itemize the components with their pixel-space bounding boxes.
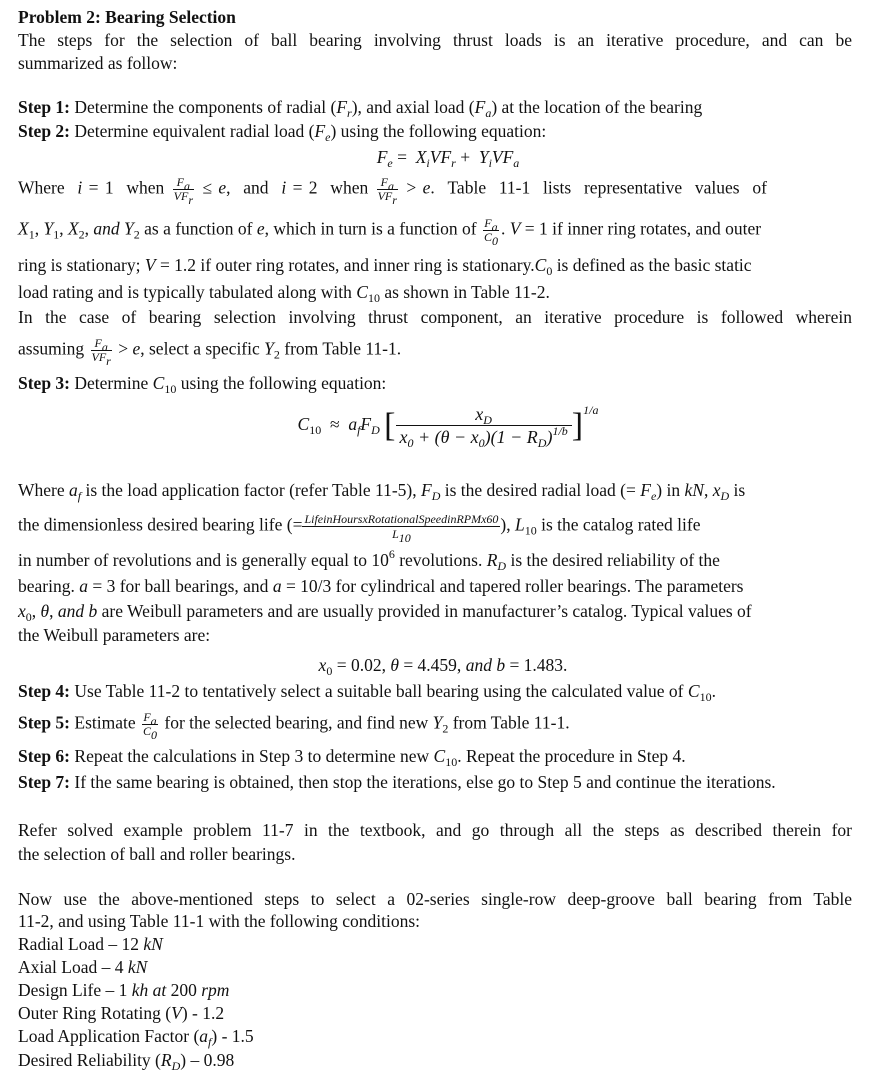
where-line-2: $X_1$, $Y_1$, $X_2$, and $Y_2$ as a function of e, which in turn is a function of $\frac{F_a}{C_0}$ . V = 1 if inner ring rotates, and outer	[18, 216, 762, 248]
intro-line-2: summarized as follow:	[18, 53, 178, 73]
where-line-5: In the case of bearing selection involving thrust component, an iterative procedure is followed wherein	[18, 307, 852, 327]
step-5-label: Step 5:	[18, 712, 71, 733]
fa-over-vfr-fraction: $\frac{F_a}{VF_r}$	[173, 175, 194, 207]
problem-title: Problem 2: Bearing Selection	[18, 7, 236, 27]
step-3: Step 3: Determine $C_{10}$ using the following equation:	[18, 373, 387, 396]
condition-radial-load: Radial Load – 12 kN	[18, 934, 163, 954]
step-4: Step 4: Use Table 11-2 to tentatively select a suitable ball bearing using the calculated value of $C_{10}$.	[18, 681, 716, 704]
where-line-1: Where i = 1 when $\frac{F_a}{VF_r}$ ≤ e, and i = 2 when $\frac{F_a}{VF_r}$ > e. Table 11-1 lists representative values of	[18, 175, 767, 207]
intro-line-1: The steps for the selection of ball bearing involving thrust loads is an iterative procedure, and can be	[18, 30, 852, 50]
where2-line-3: in number of revolutions and is generally equal to $10^6$ revolutions. $R_D$ is the desired reliability of the	[18, 547, 720, 573]
life-fraction: LifeinHoursxRotationalSpeedinRPMx60 $L_{10}$	[304, 512, 499, 545]
task-line-2: 11-2, and using Table 11-1 with the following conditions:	[18, 911, 421, 931]
where2-line-6: the Weibull parameters are:	[18, 625, 211, 645]
fa-over-c0-fraction: $\frac{F_a}{C_0}$	[483, 216, 498, 248]
condition-outer-ring: Outer Ring Rotating (V) - 1.2	[18, 1003, 225, 1023]
weibull-parameters: $x_0 = 0.02$, θ = 4.459, and b = 1.483.	[318, 655, 568, 678]
where2-line-1: Where $a_f$ is the load application factor (refer Table 11-5), $F_D$ is the desired radial load (= $F_e$) in kN, $x_D$ is	[18, 480, 746, 503]
step-2-label: Step 2:	[18, 121, 71, 141]
task-line-1: Now use the above-mentioned steps to select a 02-series single-row deep-groove ball bearing from Table	[18, 889, 852, 909]
condition-reliability: Desired Reliability $(R_D) - 0.98$	[18, 1050, 235, 1073]
step-7	[18, 771, 852, 794]
step-5: Step 5: Estimate $\frac{F_a}{C_0}$ for the selected bearing, and find new $Y_2$ from Table 11-1.	[18, 710, 570, 742]
where-line-4: load rating and is typically tabulated along with $C_{10}$ as shown in Table 11-2.	[18, 282, 550, 305]
condition-load-factor: Load Application Factor $(a_f) - 1.5$	[18, 1026, 254, 1049]
step-6-label: Step 6:	[18, 746, 71, 766]
where2-line-5: $x_0$, θ, and b are Weibull parameters and are usually provided in manufacturer’s catalog. Typical values of	[18, 601, 752, 624]
step-4-label: Step 4:	[18, 681, 71, 701]
refer-line-1: Refer solved example problem 11-7 in the textbook, and go through all the steps as described therein for	[18, 820, 852, 840]
where2-line-2: the dimensionless desired bearing life (= LifeinHoursxRotationalSpeedinRPMx60 $L_{10}$ ), $L_{10}$ is the catalog rated life	[18, 512, 701, 545]
where-line-3: ring is stationary; V = 1.2 if outer ring rotates, and inner ring is $stationary.C_0$ is defined as the basic static	[18, 255, 752, 278]
step-3-label: Step 3:	[18, 373, 71, 393]
where2-line-4: bearing. a = 3 for ball bearings, and a = 10/3 for cylindrical and tapered roller bearings. The parameters	[18, 576, 744, 596]
step-7-label: Step 7:	[18, 772, 71, 792]
condition-design-life: Design Life – 1 kh at 200 rpm	[18, 980, 230, 1000]
step-6: Step 6: Repeat the calculations in Step 3 to determine new $C_{10}$. Repeat the procedure in Step 4.	[18, 746, 686, 769]
equivalent-load-equation: $F_e = X_iVF_r + Y_iVF_a$	[376, 147, 520, 170]
step-1: Step 1: Determine the components of radial $(F_r)$, and axial load $(F_a)$ at the location of the bearing	[18, 97, 703, 120]
refer-line-2: the selection of ball and roller bearings.	[18, 844, 296, 864]
step-2: Step 2: Determine equivalent radial load $(F_e)$ using the following equation:	[18, 121, 547, 144]
step-1-label: Step 1:	[18, 97, 71, 117]
step-7-text: If the same bearing is obtained, then stop the iterations, else go to Step 5 and continue the iterations.	[74, 772, 776, 792]
c10-equation: $C_{10} \approx a_fF_D$ [ $\frac{x_D}{x_0 + (\theta - x_0)(1 - R_D)^{1/b}}$ ]$^{1/a}$	[297, 403, 599, 451]
where-line-6: assuming $\frac{F_a}{VF_r}$ > e, select a specific $Y_2$ from Table 11-1.	[18, 336, 402, 368]
c10-fraction: $\frac{x_D}{x_0 + (\theta - x_0)(1 - R_D)^{1/b}}$	[396, 403, 572, 448]
condition-axial-load: Axial Load – 4 kN	[18, 957, 148, 977]
